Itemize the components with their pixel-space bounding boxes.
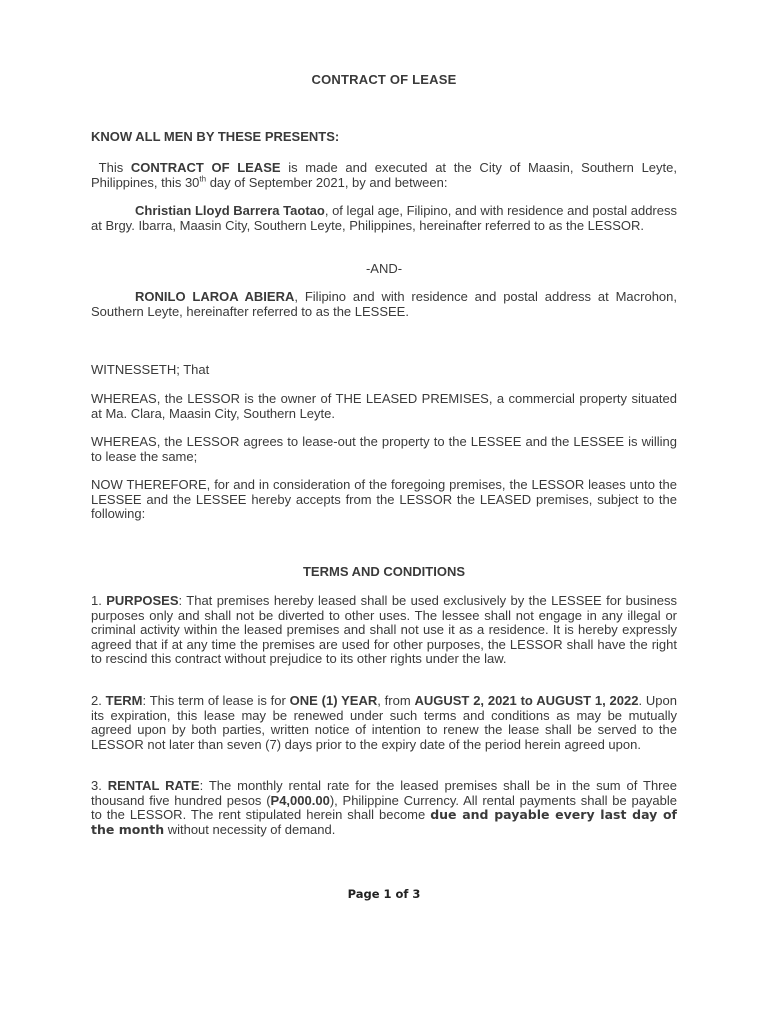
lessee-paragraph bbox=[91, 290, 677, 319]
intro-post: day of September 2021, by and between: bbox=[206, 174, 448, 190]
term-1-label: PURPOSES bbox=[106, 593, 179, 608]
lessee-name: RONILO LAROA ABIERA bbox=[135, 289, 295, 304]
term-3-paragraph bbox=[91, 779, 677, 837]
intro-mid: is made and executed at the City of Maasin, Southern Leyte, Philippines, this 30 bbox=[91, 160, 677, 190]
term-1-number: 1. bbox=[91, 593, 107, 608]
whereas-2-paragraph: WHEREAS, the LESSOR agrees to lease-out the property to the LESSEE and the LESSEE is willing to lease the same; bbox=[91, 434, 677, 464]
term-3-amount: P4,000.00 bbox=[270, 792, 330, 808]
contract-of-lease-bold: CONTRACT OF LEASE bbox=[130, 160, 281, 175]
opening-heading: KNOW ALL MEN BY THESE PRESENTS: bbox=[91, 129, 340, 144]
term-3-text-2: ), Philippine Currency. All rental payments shall be payable to the LESSOR. The rent stipulated herein shall become bbox=[91, 792, 677, 822]
term-2-number: 2. bbox=[91, 693, 106, 708]
intro-sup: th bbox=[199, 174, 207, 184]
term-3-text-3: without necessity of demand. bbox=[164, 821, 336, 837]
terms-heading: TERMS AND CONDITIONS bbox=[302, 564, 466, 579]
term-2-label: TERM bbox=[105, 693, 143, 708]
term-3-label: RENTAL RATE bbox=[107, 778, 200, 793]
lessor-name: Christian Lloyd Barrera Taotao bbox=[135, 203, 325, 218]
intro-pre: This bbox=[98, 160, 131, 175]
term-2-text-2: , from bbox=[377, 693, 415, 708]
witnesseth-line: WITNESSETH; That bbox=[91, 362, 210, 377]
whereas-1-paragraph: WHEREAS, the LESSOR is the owner of THE LEASED PREMISES, a commercial property situated at Ma. Clara, Maasin City, Southern Leyte. bbox=[91, 391, 677, 421]
intro-paragraph bbox=[91, 161, 677, 190]
and-separator: -AND- bbox=[365, 261, 403, 276]
term-3-number: 3. bbox=[91, 778, 108, 793]
term-3-text-1: : The monthly rental rate for the leased premises shall be in the sum of Three thousand five hundred pesos ( bbox=[91, 778, 677, 808]
term-1-text: : That premises hereby leased shall be used exclusively by the LESSEE for business purposes only and shall not be diverted to other uses. The lessee shall not engage in any illegal or criminal activity within the leased premises and shall not use it as a residence. It is hereby expressly agreed that if at any time the premises are used for other purposes, the LESSOR shall have the right to rescind this contract without prejudice to its other rights under the law. bbox=[91, 593, 677, 666]
term-2-text-1: : This term of lease is for bbox=[142, 693, 290, 708]
term-2-duration: ONE (1) YEAR bbox=[289, 693, 378, 708]
term-1-paragraph bbox=[91, 594, 677, 667]
lessor-text: , of legal age, Filipino, and with residence and postal address at Brgy. Ibarra, Maasin City, Southern Leyte, Philippines, hereinafter referred to as the LESSOR. bbox=[91, 203, 677, 233]
document-title: CONTRACT OF LEASE bbox=[311, 72, 457, 87]
lessor-paragraph bbox=[91, 204, 677, 233]
term-2-text-3: . Upon its expiration, this lease may be renewed under such terms and conditions as may be mutually agreed upon by both parties, written notice of intention to renew the lease shall be served to the LESSOR not later than seven (7) days prior to the expiry date of the period herein agreed upon. bbox=[91, 693, 677, 752]
page-number-footer: Page 1 of 3 bbox=[347, 887, 421, 901]
lessee-text: , Filipino and with residence and postal address at Macrohon, Southern Leyte, hereinafter referred to as the LESSEE. bbox=[91, 289, 677, 319]
term-2-dates: AUGUST 2, 2021 to AUGUST 1, 2022 bbox=[414, 693, 639, 708]
term-2-paragraph bbox=[91, 694, 677, 752]
now-therefore-paragraph: NOW THEREFORE, for and in consideration of the foregoing premises, the LESSOR leases unto the LESSEE and the LESSEE hereby accepts from the LESSOR the LEASED premises, subject to the following: bbox=[91, 477, 677, 521]
term-3-due-clause: due and payable every last day of the month bbox=[91, 807, 677, 837]
